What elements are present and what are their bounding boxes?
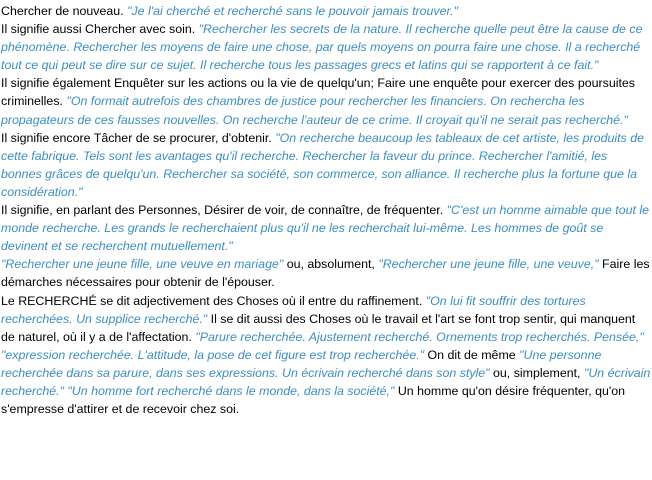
example-quote: "On lui fit souffrir des tortures recherchées. Un supplice recherché." (1, 293, 586, 326)
example-quote: "expression recherchée. L'attitude, la pose de cet figure est trop recherchée." (1, 347, 425, 362)
definition-text-segment: Il se dit aussi des Choses où le travail et l'art se font trop sentir, qui manquent de naturel, où il y a de l'affectation. (1, 311, 636, 344)
definition-text-segment: Il signifie également Enquêter sur les actions ou la vie de quelqu'un; Faire une enquête pour exercer des poursuites criminelles. (1, 76, 635, 109)
definition-paragraph (1, 255, 651, 291)
example-quote: "Rechercher une jeune fille, une veuve," (378, 257, 599, 272)
definition-paragraph (1, 2, 651, 20)
example-quote: "Rechercher les secrets de la nature. Il recherche quelle peut être la cause de ce phénomène. Rechercher les moyens de faire une chose, par quels moyens on pourra faire une chose. Il a recherché tout ce qui peut se dire sur ce sujet. Il recherche tous les passages grecs et latins qui se rapportent à ce fait." (1, 22, 643, 73)
definition-paragraph (1, 292, 651, 419)
example-quote: "On recherche beaucoup les tableaux de cet artiste, les produits de cette fabrique. Tels sont les avantages qu'il recherche. Rechercher la faveur du prince. Rechercher l'amitié, les bonnes grâces de quelqu'un. Rechercher sa société, son commerce, son alliance. Il recherche plus la fortune que la considération." (1, 130, 644, 199)
definition-text-segment: Il signifie, en parlant des Personnes, Désirer de voir, de connaître, de fréquenter. (1, 203, 447, 218)
example-quote: "Une personne recherchée dans sa parure, dans ses expressions. Un écrivain recherché dans son style" (1, 347, 602, 380)
definition-text-segment: Il signifie aussi Chercher avec soin. (1, 22, 199, 37)
definition-text-segment: Un homme qu'on désire fréquenter, qu'on s'empresse d'attirer et de recevoir chez soi. (1, 383, 626, 417)
example-quote: "Rechercher une jeune fille, une veuve en mariage" (1, 257, 284, 272)
definition-text-segment: ou, absolument, (283, 257, 379, 272)
example-quote: "Un écrivain recherché." (1, 365, 651, 398)
definition-text-segment: ou, simplement, (489, 365, 584, 380)
example-quote: "Un homme fort recherché dans le monde, dans la société," (67, 383, 395, 398)
definition-paragraph (1, 201, 651, 255)
example-quote: "Parure recherchée. Ajustement recherché. Ornements trop recherchés. Pensée," (195, 329, 644, 344)
example-quote: "C'est un homme aimable que tout le monde recherche. Les grands le recherchaient plus qu'il ne les recherchait lui-même. Les hommes de goût se devinent et se recherchent mutuellement." (1, 203, 650, 254)
definition-text-segment: Il signifie encore Tâcher de se procurer, d'obtenir. (1, 130, 276, 145)
definition-text-segment: Le RECHERCHÉ se dit adjectivement des Choses où il entre du raffinement. (1, 293, 426, 308)
definition-paragraph (1, 129, 651, 201)
definition-text-segment: On dit de même (424, 347, 520, 362)
definition-text (1, 2, 651, 418)
example-quote: "On formait autrefois des chambres de justice pour rechercher les financiers. On rechercha les propagateurs de ces fausses nouvelles. On recherche l'auteur de ce crime. Il croyait qu'il ne serait pas recherché." (1, 94, 628, 127)
definition-text-segment: Chercher de nouveau. (1, 4, 128, 18)
example-quote: "Je l'ai cherché et recherché sans le pouvoir jamais trouver." (127, 4, 459, 18)
definition-paragraph (1, 20, 651, 74)
definition-paragraph (1, 74, 651, 128)
definition-text-segment: Faire les démarches nécessaires pour obtenir de l'épouser. (1, 257, 650, 290)
